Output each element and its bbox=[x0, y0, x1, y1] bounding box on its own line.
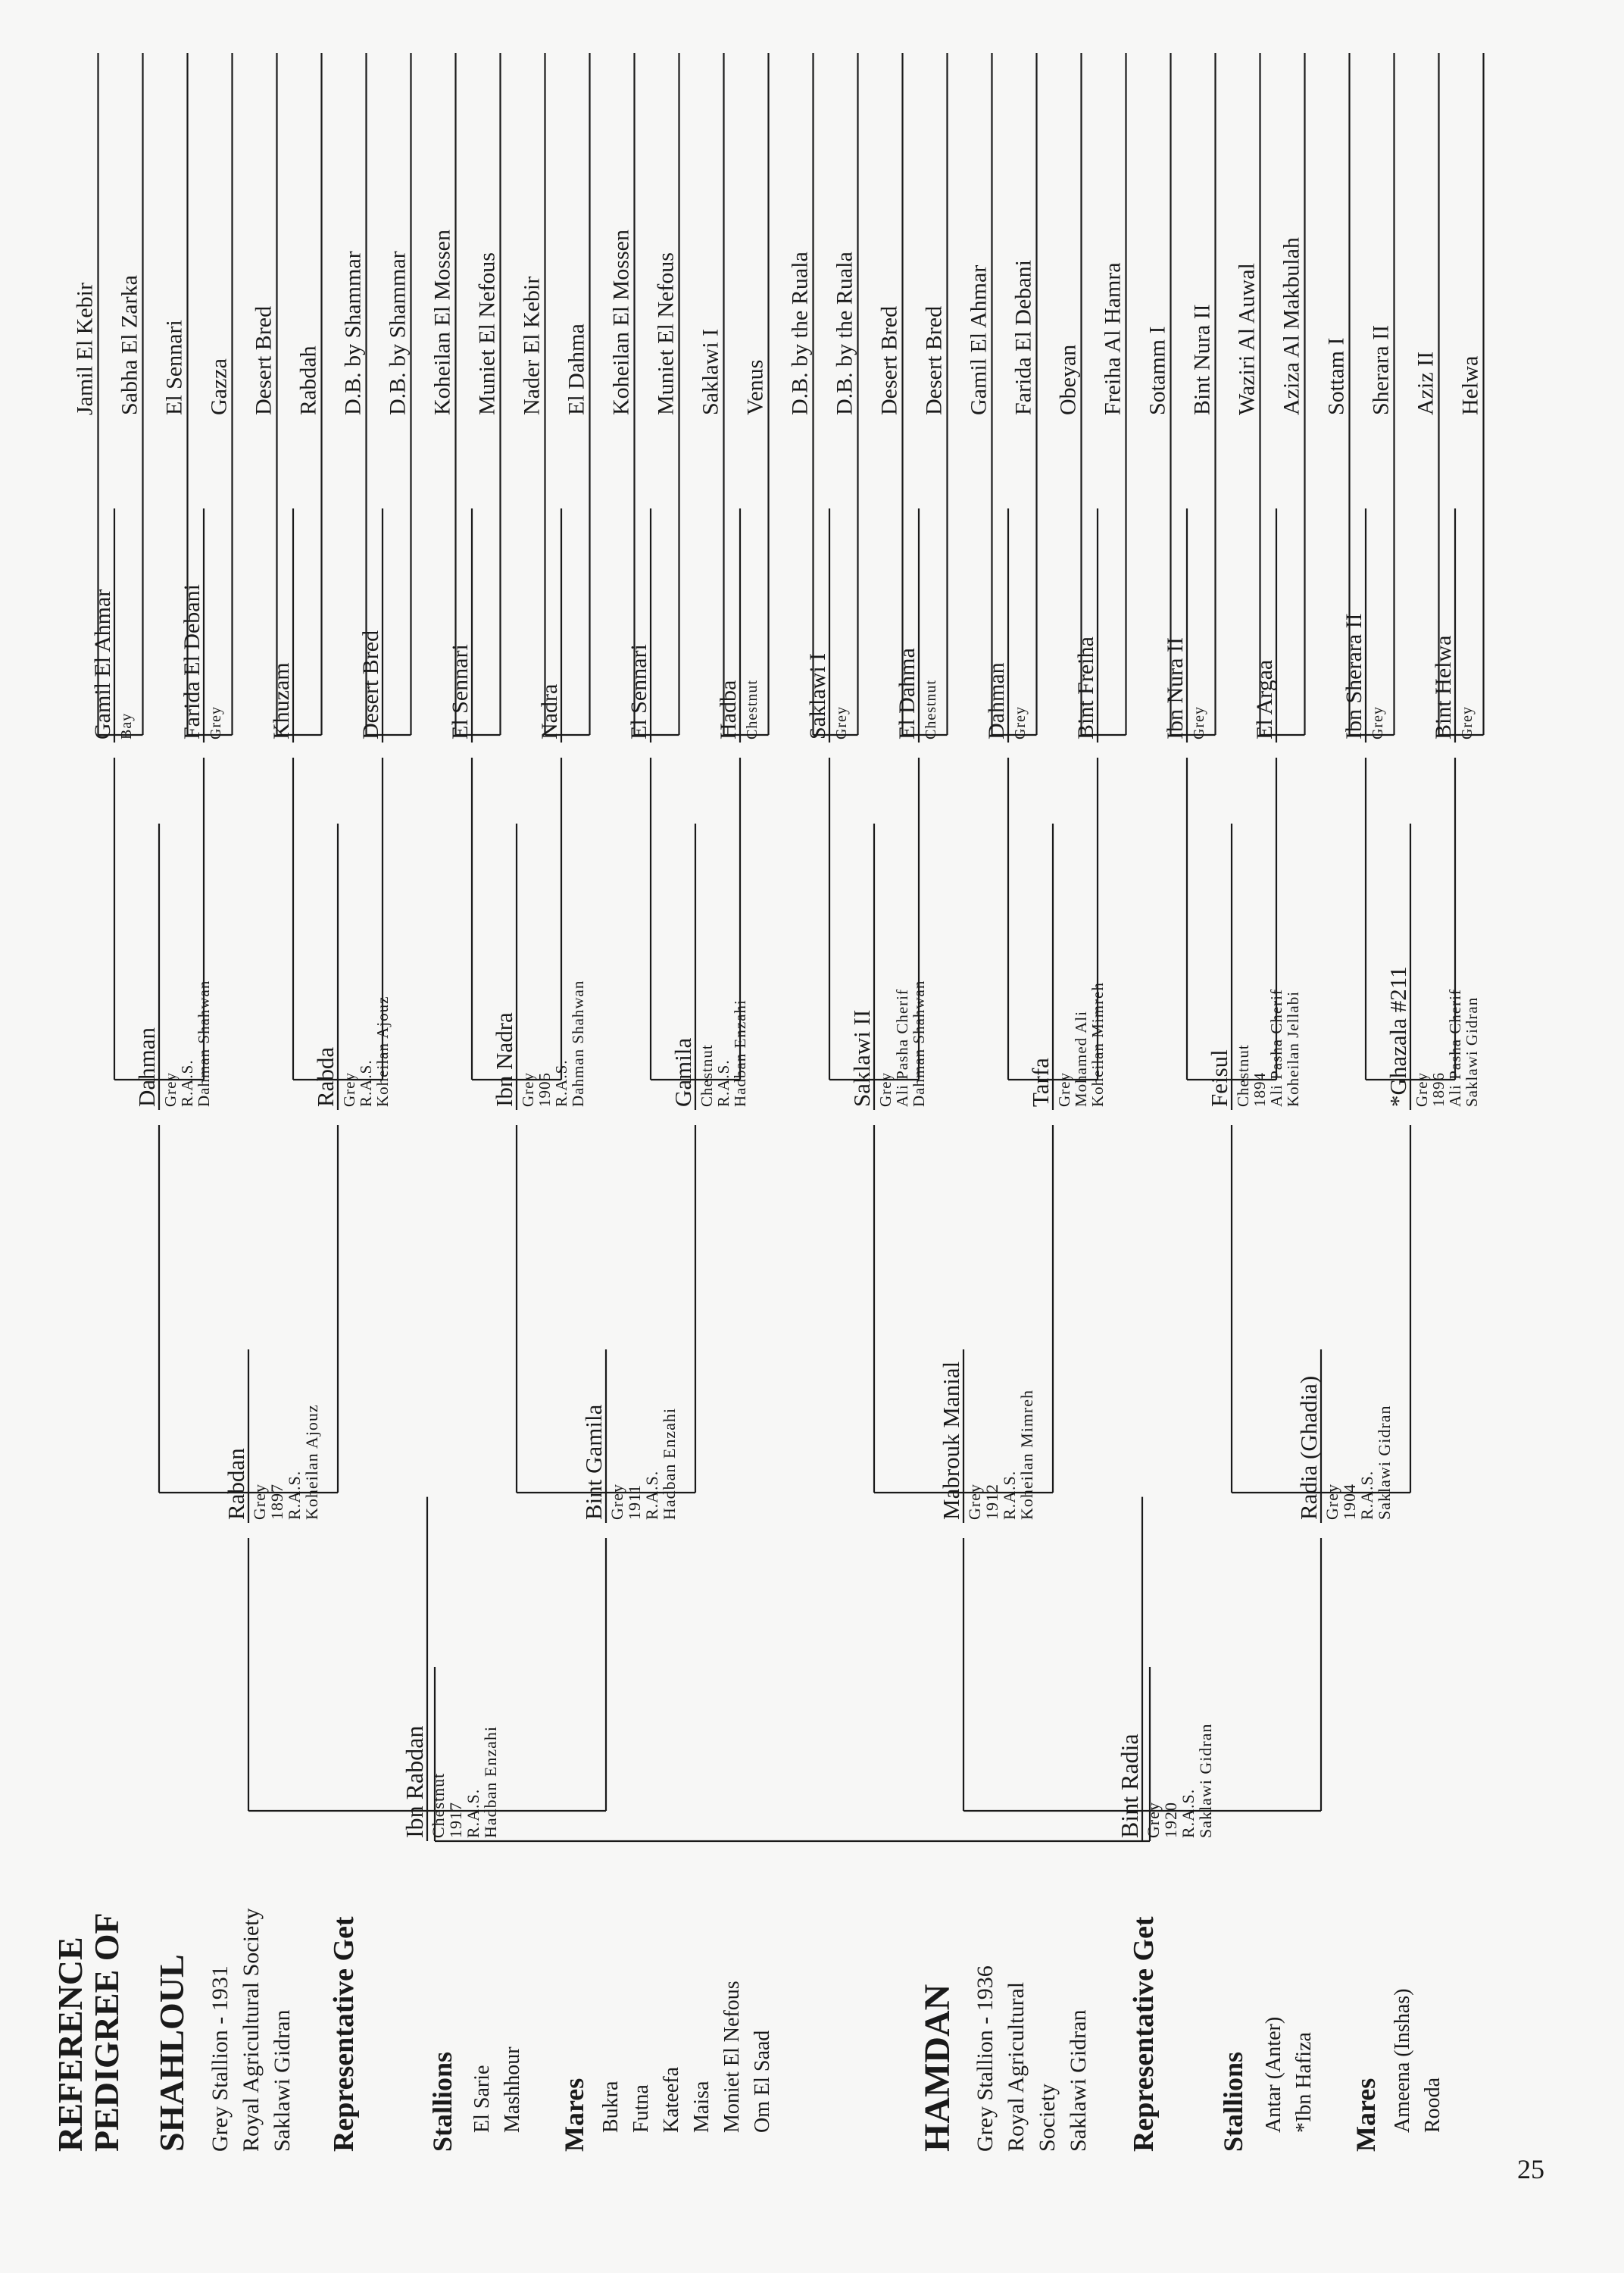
pedigree-horse-name: Desert Bred bbox=[358, 630, 383, 739]
pedigree-horse-name: Obeyan bbox=[1055, 344, 1081, 415]
pedigree-horse-detail: Grey bbox=[1144, 1802, 1163, 1838]
reference-title-line2: PEDIGREE OF bbox=[87, 1912, 126, 2152]
pedigree-horse-name: El Sennari bbox=[448, 644, 473, 739]
pedigree-horse-name: Jamil El Kebir bbox=[72, 283, 98, 415]
pedigree-horse-name: Bint Helwa bbox=[1431, 635, 1456, 739]
pedigree-horse-detail: Grey bbox=[519, 1072, 537, 1107]
pedigree-horse-name: Gazza bbox=[206, 358, 232, 415]
pedigree-horse-name: Radia (Ghadia) bbox=[1295, 1375, 1322, 1520]
pedigree-horse-name: Ibn Sherara II bbox=[1341, 613, 1366, 739]
pedigree-horse-detail: 1917 bbox=[446, 1802, 465, 1838]
pedigree-horse-name: Muniet El Nefous bbox=[474, 252, 500, 415]
horse1-detail: Grey Stallion - 1931 bbox=[208, 1965, 233, 2152]
pedigree-horse-detail: Chestnut bbox=[744, 679, 760, 739]
pedigree-horse-name: Ibn Rabdan bbox=[401, 1725, 428, 1838]
pedigree-horse-name: Desert Bred bbox=[251, 305, 276, 415]
pedigree-horse-detail: R.A.S. bbox=[714, 1059, 732, 1107]
horse1-mare-item: Om El Saad bbox=[751, 2030, 774, 2133]
pedigree-horse-name: Sottam I bbox=[1323, 337, 1349, 415]
pedigree-horse-detail: Grey bbox=[965, 1484, 984, 1520]
pedigree-horse-detail: Hadban Enzahi bbox=[731, 999, 749, 1107]
pedigree-horse-name: Helwa bbox=[1457, 355, 1483, 415]
horse1-mare-item: Kateefa bbox=[660, 2066, 683, 2133]
pedigree-horse-detail: Chestnut bbox=[1234, 1044, 1252, 1107]
reference-title-line1: REFERENCE bbox=[51, 1937, 89, 2152]
pedigree-horse-name: D.B. by the Ruala bbox=[832, 252, 857, 415]
pedigree-horse-name: Tarfa bbox=[1027, 1058, 1054, 1107]
pedigree-horse-detail: Grey bbox=[1413, 1072, 1431, 1107]
pedigree-horse-detail: Grey bbox=[1369, 706, 1386, 739]
pedigree-horse-detail: R.A.S. bbox=[1357, 1470, 1376, 1520]
pedigree-horse-name: Aziz II bbox=[1413, 351, 1438, 415]
pedigree-horse-detail: Grey bbox=[833, 706, 850, 739]
pedigree-horse-detail: R.A.S. bbox=[464, 1788, 483, 1838]
horse2-stallion-item: *Ibn Hafiza bbox=[1292, 2032, 1316, 2133]
pedigree-horse-name: Ibn Nadra bbox=[491, 1012, 517, 1107]
pedigree-horse-detail: Grey bbox=[250, 1484, 269, 1520]
pedigree-horse-name: Koheilan El Mossen bbox=[429, 230, 455, 415]
pedigree-horse-detail: Chestnut bbox=[698, 1044, 716, 1107]
pedigree-horse-detail: 1896 bbox=[1429, 1072, 1448, 1107]
horse1-mare-item: Moniet El Nefous bbox=[720, 1981, 744, 2133]
pedigree-horse-name: El Sennari bbox=[161, 320, 187, 415]
horse1-stallion-item: El Sarie bbox=[470, 2065, 494, 2133]
horse2-get-heading: Representative Get bbox=[1128, 1916, 1160, 2152]
pedigree-horse-detail: Saklawi Gidran bbox=[1196, 1723, 1215, 1838]
pedigree-horse-name: El Sennari bbox=[626, 644, 651, 739]
pedigree-horse-detail: Grey bbox=[1012, 706, 1029, 739]
pedigree-horse-name: Waziri Al Auwal bbox=[1234, 263, 1260, 415]
pedigree-horse-detail: Grey bbox=[208, 706, 224, 739]
horse1-detail: Royal Agricultural Society bbox=[239, 1908, 264, 2152]
pedigree-horse-name: Hadba bbox=[716, 680, 741, 739]
pedigree-horse-name: Freiha Al Hamra bbox=[1100, 262, 1126, 415]
pedigree-horse-name: Aziza Al Makbulah bbox=[1279, 237, 1304, 415]
pedigree-horse-name: Venus bbox=[742, 359, 768, 415]
pedigree-horse-name: Bint Freiha bbox=[1073, 636, 1098, 739]
horse2-detail: Royal Agricultural bbox=[1004, 1981, 1029, 2152]
pedigree-horse-name: Saklawi II bbox=[848, 1009, 875, 1107]
pedigree-horse-name: Ibn Nura II bbox=[1163, 637, 1188, 739]
pedigree-horse-detail: Dahman Shahwan bbox=[195, 980, 213, 1107]
pedigree-horse-name: D.B. by Shammar bbox=[340, 251, 366, 415]
horse1-detail: Saklawi Gidran bbox=[270, 2009, 295, 2152]
pedigree-horse-name: Sherara II bbox=[1368, 324, 1394, 415]
pedigree-horse-detail: Koheilan Jellabi bbox=[1284, 990, 1302, 1107]
pedigree-horse-name: El Dahma bbox=[564, 324, 589, 415]
horse2-name: HAMDAN bbox=[917, 1984, 957, 2152]
horse2-mares-heading: Mares bbox=[1351, 2078, 1381, 2152]
pedigree-horse-detail: Dahman Shahwan bbox=[569, 980, 587, 1107]
pedigree-horse-detail: Ali Pasha Cherif bbox=[1267, 989, 1285, 1107]
pedigree-horse-detail: R.A.S. bbox=[178, 1059, 196, 1107]
pedigree-horse-detail: 1894 bbox=[1251, 1072, 1269, 1107]
page-number: 25 bbox=[1517, 2154, 1544, 2184]
pedigree-horse-detail: Grey bbox=[607, 1484, 626, 1520]
horse2-stallion-item: Antar (Anter) bbox=[1262, 2016, 1285, 2133]
pedigree-horse-detail: Chestnut bbox=[923, 679, 939, 739]
pedigree-horse-name: D.B. by the Ruala bbox=[787, 252, 813, 415]
pedigree-horse-name: Gamil El Ahmar bbox=[966, 264, 992, 415]
pedigree-horse-detail: Ali Pasha Cherif bbox=[893, 989, 911, 1107]
pedigree-horse-name: Nader El Kebir bbox=[519, 276, 545, 415]
pedigree-horse-detail: 1920 bbox=[1161, 1802, 1180, 1838]
pedigree-horse-detail: R.A.S. bbox=[1000, 1470, 1019, 1520]
pedigree-horse-detail: Grey bbox=[1323, 1484, 1341, 1520]
horse1-stallions-heading: Stallions bbox=[427, 2051, 458, 2152]
pedigree-horse-name: Rabdah bbox=[295, 345, 321, 415]
pedigree-horse-name: Sotamm I bbox=[1145, 326, 1170, 415]
pedigree-horse-name: Gamil El Ahmar bbox=[90, 589, 115, 739]
pedigree-horse-detail: Chestnut bbox=[429, 1772, 448, 1838]
pedigree-horse-detail: Grey bbox=[161, 1072, 180, 1107]
pedigree-horse-name: Mabrouk Manial bbox=[938, 1361, 964, 1520]
pedigree-horse-detail: 1911 bbox=[625, 1484, 644, 1520]
pedigree-horse-name: Saklawi I bbox=[698, 328, 723, 415]
pedigree-horse-name: El Dahma bbox=[895, 648, 920, 739]
pedigree-horse-detail: Koheilan Mimreh bbox=[1088, 982, 1107, 1107]
pedigree-horse-detail: Dahman Shahwan bbox=[910, 980, 928, 1107]
pedigree-horse-detail: R.A.S. bbox=[552, 1059, 570, 1107]
pedigree-horse-detail: 1904 bbox=[1340, 1484, 1359, 1520]
pedigree-horse-name: Koheilan El Mossen bbox=[608, 230, 634, 415]
pedigree-horse-detail: Grey bbox=[1459, 706, 1476, 739]
pedigree-horse-name: Dahman bbox=[984, 662, 1009, 739]
pedigree-horse-detail: 1905 bbox=[536, 1072, 554, 1107]
pedigree-horse-name: Rabda bbox=[312, 1046, 339, 1107]
pedigree-horse-detail: Mohamed Ali bbox=[1072, 1010, 1090, 1107]
pedigree-horse-name: *Ghazala #211 bbox=[1385, 966, 1411, 1107]
pedigree-horse-name: Saklawi I bbox=[805, 652, 830, 739]
pedigree-horse-name: Gamila bbox=[670, 1037, 696, 1107]
pedigree-horse-detail: Hadban Enzahi bbox=[660, 1408, 679, 1520]
horse1-mares-heading: Mares bbox=[559, 2078, 589, 2152]
pedigree-horse-name: D.B. by Shammar bbox=[385, 251, 411, 415]
horse2-mare-item: Ameena (Inshas) bbox=[1391, 1988, 1414, 2133]
pedigree-horse-name: Nadra bbox=[537, 683, 562, 739]
pedigree-horse-name: Khuzam bbox=[269, 662, 294, 739]
pedigree-horse-name: Muniet El Nefous bbox=[653, 252, 679, 415]
horse1-stallion-item: Mashhour bbox=[501, 2046, 524, 2133]
pedigree-horse-detail: Koheilan Ajouz bbox=[302, 1404, 321, 1520]
horse1-get-heading: Representative Get bbox=[328, 1916, 360, 2152]
pedigree-horse-detail: Ali Pasha Cherif bbox=[1446, 989, 1464, 1107]
pedigree-horse-name: Desert Bred bbox=[876, 305, 902, 415]
pedigree-horse-detail: 1897 bbox=[267, 1484, 286, 1520]
pedigree-horse-detail: R.A.S. bbox=[285, 1470, 304, 1520]
pedigree-horse-detail: Koheilan Mimreh bbox=[1017, 1389, 1036, 1520]
pedigree-horse-name: Feisul bbox=[1206, 1049, 1232, 1107]
pedigree-horse-detail: Saklawi Gidran bbox=[1463, 996, 1481, 1107]
pedigree-horse-detail: 1912 bbox=[982, 1484, 1001, 1520]
horse2-detail: Saklawi Gidran bbox=[1066, 2009, 1091, 2152]
pedigree-horse-name: Dahman bbox=[133, 1027, 160, 1107]
pedigree-horse-detail: Saklawi Gidran bbox=[1375, 1405, 1394, 1520]
horse2-mare-item: Rooda bbox=[1421, 2077, 1444, 2133]
pedigree-horse-name: Bint Gamila bbox=[580, 1404, 607, 1520]
pedigree-horse-name: Rabdan bbox=[223, 1448, 249, 1520]
pedigree-horse-name: Farida El Debani bbox=[1010, 260, 1036, 415]
pedigree-horse-detail: R.A.S. bbox=[357, 1059, 375, 1107]
pedigree-horse-name: Bint Radia bbox=[1116, 1734, 1143, 1838]
pedigree-horse-name: Sabha El Zarka bbox=[117, 275, 142, 415]
pedigree-horse-name: Desert Bred bbox=[921, 305, 947, 415]
horse1-mare-item: Bukra bbox=[599, 2081, 623, 2133]
pedigree-horse-name: Bint Nura II bbox=[1189, 304, 1215, 415]
horse1-mare-item: Maisa bbox=[690, 2081, 714, 2133]
pedigree-horse-detail: Koheilan Ajouz bbox=[373, 996, 392, 1107]
horse2-detail: Grey Stallion - 1936 bbox=[973, 1965, 998, 2152]
pedigree-horse-detail: R.A.S. bbox=[642, 1470, 661, 1520]
pedigree-horse-detail: Grey bbox=[1055, 1072, 1073, 1107]
pedigree-horse-name: Farida El Debani bbox=[180, 584, 205, 739]
horse2-stallions-heading: Stallions bbox=[1218, 2051, 1248, 2152]
pedigree-horse-detail: Grey bbox=[876, 1072, 895, 1107]
pedigree-horse-detail: Hadban Enzahi bbox=[481, 1726, 500, 1838]
horse1-name: SHAHLOUL bbox=[152, 1954, 191, 2152]
pedigree-horse-detail: R.A.S. bbox=[1179, 1788, 1198, 1838]
horse1-mare-item: Futna bbox=[629, 2084, 653, 2133]
horse2-detail: Society bbox=[1035, 2084, 1060, 2152]
pedigree-horse-detail: Grey bbox=[1191, 706, 1207, 739]
pedigree-horse-detail: Bay bbox=[118, 712, 135, 739]
pedigree-horse-detail: Grey bbox=[340, 1072, 358, 1107]
pedigree-horse-name: El Argaa bbox=[1252, 659, 1277, 739]
